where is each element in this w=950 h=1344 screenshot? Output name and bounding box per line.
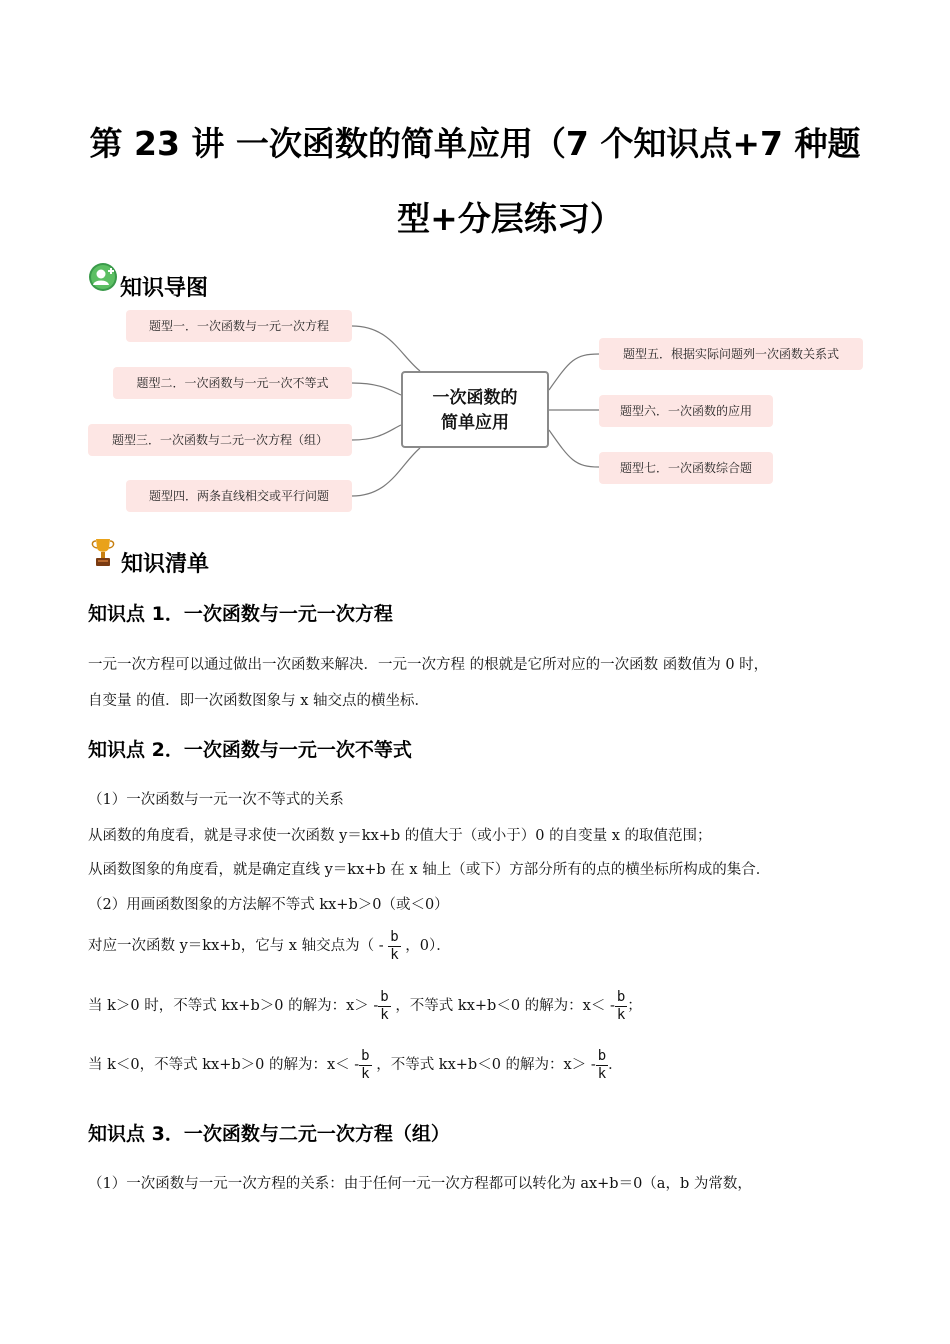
- kp2-line5: [88, 928, 451, 964]
- mindmap-center-line1: 一次函数的: [432, 388, 518, 408]
- kp2-line2: 从函数的角度看，就是寻求使一次函数 y＝kx+b 的值大于（或小于）0 的自变量 x 的取值范围；: [88, 828, 712, 844]
- mindmap-node-3: 题型三．一次函数与二元一次方程（组）: [88, 424, 352, 456]
- mindmap-center-line2: 简单应用: [441, 413, 509, 433]
- kp2-line3: 从函数图象的角度看，就是确定直线 y＝kx+b 在 x 轴上（或下）方部分所有的点的横坐标所构成的集合．: [88, 862, 771, 878]
- neg-sign: -: [354, 1057, 360, 1073]
- fraction-b-over-k: [615, 989, 627, 1024]
- frac-num: b: [616, 988, 626, 1005]
- mindmap-node-1: 题型一．一次函数与一元一次方程: [126, 310, 352, 342]
- neg-sign: -: [590, 1057, 596, 1073]
- kp2-line7: [88, 1047, 623, 1083]
- neg-sign: -: [609, 998, 615, 1014]
- frac-num: b: [361, 1047, 370, 1064]
- mindmap-node-2: 题型二．一次函数与一元一次不等式: [113, 367, 352, 399]
- mindmap-heading: 知识导图: [120, 276, 209, 301]
- mindmap-node-7: 题型七．一次函数综合题: [599, 452, 773, 484]
- frac-den: k: [380, 1006, 389, 1023]
- mindmap-node-6: 题型六．一次函数的应用: [599, 395, 773, 427]
- kp2-line5-text-a: 对应一次函数 y＝kx+b，它与 x 轴交点为（ -: [88, 938, 384, 954]
- frac-den: k: [616, 1006, 626, 1023]
- kp1-line2: 自变量 的值．即一次函数图象与 x 轴交点的横坐标．: [88, 693, 430, 709]
- mindmap-node-5: 题型五．根据实际问题列一次函数关系式: [599, 338, 863, 370]
- frac-den: k: [390, 946, 399, 963]
- frac-den: k: [361, 1065, 370, 1082]
- kp2-line6-text-c: ；: [627, 998, 642, 1014]
- kp1-heading: 知识点 1．一次函数与一元一次方程: [88, 603, 393, 625]
- kp2-line6-text-b: ，不等式 kx+b＜0 的解为：x＜: [395, 998, 606, 1014]
- frac-num: b: [380, 988, 389, 1005]
- page-title-line1: 第 23 讲 一次函数的简单应用（7 个知识点+7 种题: [89, 124, 861, 163]
- mindmap-node-4: 题型四．两条直线相交或平行问题: [126, 480, 352, 512]
- frac-den: k: [597, 1065, 607, 1082]
- page-title-line2: 型+分层练习）: [397, 199, 623, 238]
- fraction-b-over-k: [378, 989, 390, 1024]
- mindmap-center: [401, 371, 549, 448]
- kp2-line6: [88, 988, 642, 1024]
- trophy-icon: [90, 536, 116, 574]
- fraction-b-over-k: [388, 929, 400, 964]
- kp1-line1: 一元一次方程可以通过做出一次函数来解决．一元一次方程 的根就是它所对应的一次函数 函数值为 0 时，: [88, 657, 769, 673]
- kp2-heading: 知识点 2．一次函数与一元一次不等式: [88, 739, 412, 761]
- kp2-line6-text-a: 当 k＞0 时，不等式 kx+b＞0 的解为：x＞: [88, 998, 369, 1014]
- kp2-line7-text-c: ．: [608, 1057, 623, 1073]
- fraction-b-over-k: [359, 1048, 371, 1083]
- frac-num: b: [390, 928, 399, 945]
- kp2-line7-text-a: 当 k＜0，不等式 kx+b＞0 的解为：x＜: [88, 1057, 350, 1073]
- kp2-line4: （2）用画函数图象的方法解不等式 kx+b＞0（或＜0）: [88, 897, 449, 913]
- kp2-line7-text-b: ，不等式 kx+b＜0 的解为：x＞: [376, 1057, 587, 1073]
- knowledge-list-heading: 知识清单: [121, 552, 210, 577]
- user-add-icon: [88, 262, 118, 296]
- fraction-b-over-k: [596, 1048, 608, 1083]
- kp3-heading: 知识点 3．一次函数与二元一次方程（组）: [88, 1123, 450, 1145]
- kp2-line1: （1）一次函数与一元一次不等式的关系: [88, 792, 344, 808]
- frac-num: b: [597, 1047, 607, 1064]
- neg-sign: -: [373, 998, 379, 1014]
- kp2-line5-text-b: ，0）．: [405, 938, 451, 954]
- kp3-line1: （1）一次函数与一元一次方程的关系：由于任何一元一次方程都可以转化为 ax+b＝0（a，b 为常数，: [88, 1176, 752, 1192]
